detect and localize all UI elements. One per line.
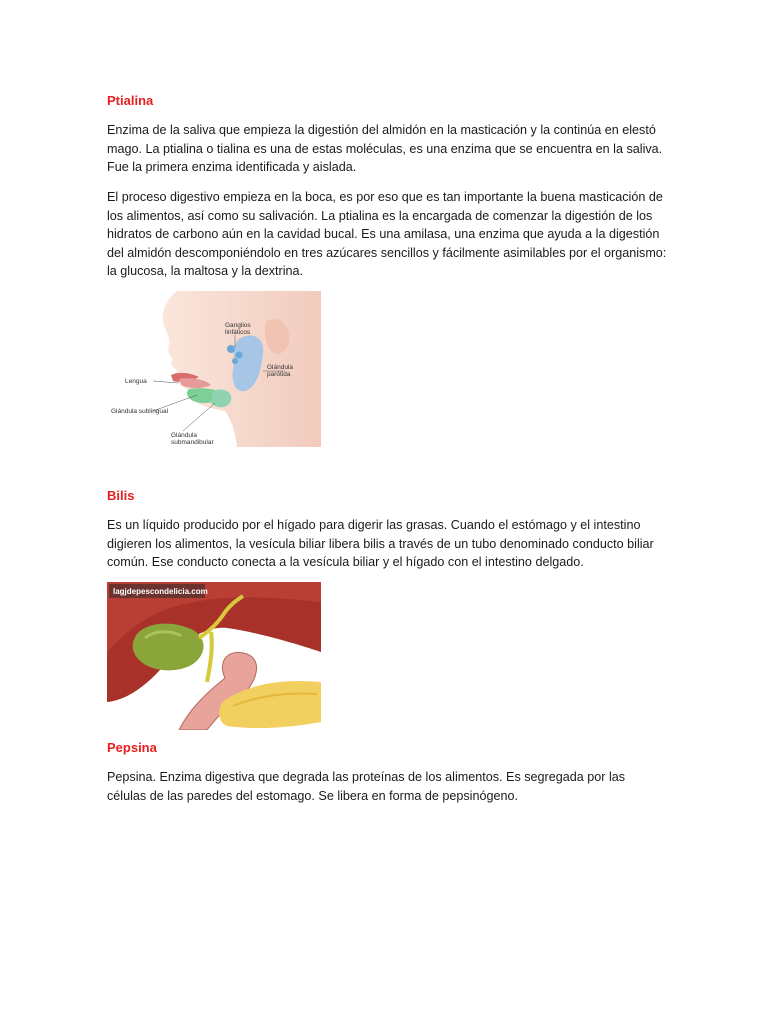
- label-linfaticos: linfáticos: [225, 329, 251, 336]
- label-glandula-submandibular-2: submandibular: [171, 439, 214, 446]
- section-title-pepsina: Pepsina: [107, 740, 157, 755]
- paragraph-ptialina-2: El proceso digestivo empieza en la boca, es por eso que es tan importante la buena masticación de los alimentos, así como su salivación. La ptialina es la encargada de comenzar la digestión de los hidratos de carbono aún en la cavidad bucal. Es una amilasa, una enzima que ayuda a la digestión del almidón descomponiéndolo en tres azúcares sencillos y fácilmente asimilables por el organismo: la glucosa, la maltosa y la dextrina.: [107, 190, 667, 279]
- salivary-glands-illustration: [107, 291, 321, 447]
- paragraph-ptialina-1: Enzima de la saliva que empieza la digestión del almidón en la masticación y la continúa en elestó mago. La ptialina o tialina es una de estas moléculas, es una enzima que se encuentra en la saliva. Fue la primera enzima identificada y aislada.: [107, 123, 663, 175]
- label-glandula-parotida-1: Glándula: [267, 364, 294, 371]
- paragraph-pepsina-1: Pepsina. Enzima digestiva que degrada las proteínas de los alimentos. Es segregada por las células de las paredes del estomago. Se libera en forma de pepsinógeno.: [107, 770, 626, 803]
- lymph-node: [232, 358, 238, 364]
- label-glandula-submandibular-1: Glándula: [171, 432, 198, 439]
- label-lengua: Lengua: [125, 378, 147, 385]
- lymph-node: [236, 352, 243, 359]
- section-title-ptialina: Ptialina: [107, 93, 154, 108]
- salivary-glands-diagram: [107, 291, 321, 447]
- gallbladder-diagram: [107, 582, 321, 730]
- watermark-text: lagjdepescondelicia.com: [113, 587, 208, 596]
- gallbladder-illustration: [107, 582, 321, 730]
- submandibular-gland: [211, 389, 231, 407]
- label-glandula-sublingual: Glándula sublingual: [111, 408, 169, 415]
- paragraph-bilis-1: Es un líquido producido por el hígado para digerir las grasas. Cuando el estómago y el intestino digieren los alimentos, la vesícula biliar libera bilis a través de un tubo denominado conducto biliar común. Ese conducto conecta a la vesícula biliar y el hígado con el intestino delgado.: [107, 518, 654, 570]
- lymph-node: [227, 345, 235, 353]
- label-ganglios: Ganglios: [225, 322, 251, 329]
- section-title-bilis: Bilis: [107, 488, 135, 503]
- label-glandula-parotida-2: parótida: [267, 371, 291, 378]
